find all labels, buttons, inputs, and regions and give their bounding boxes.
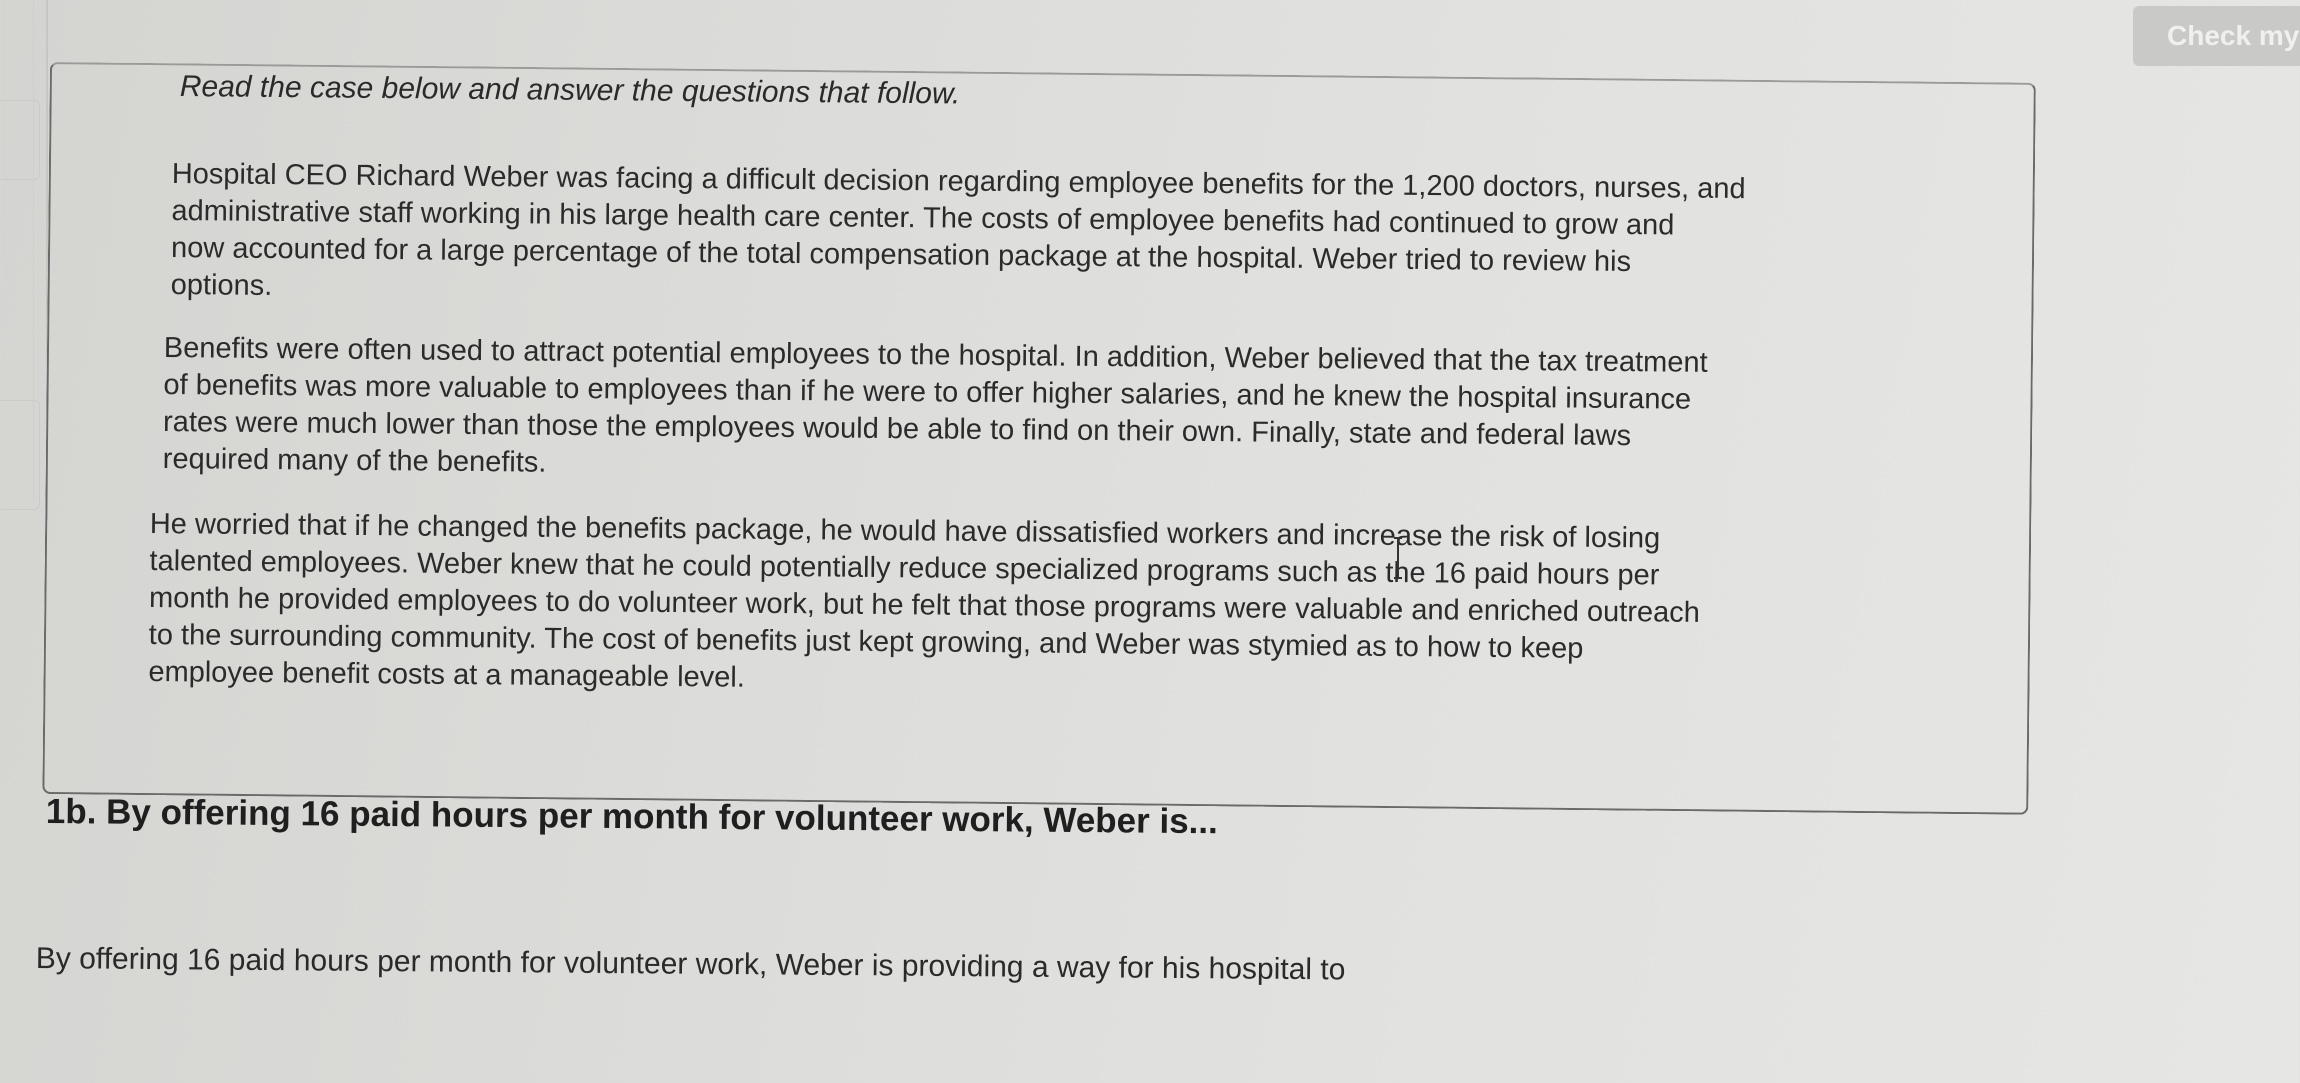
paragraph-line: month he provided employees to do volunteer work, but he felt that those programs were valuable and enriched outreach — [148, 581, 1701, 629]
case-paragraph-2 — [163, 330, 1984, 495]
question-heading: 1b. By offering 16 paid hours per month for volunteer work, Weber is... — [45, 792, 1219, 842]
paragraph-line: required many of the benefits. — [162, 442, 547, 479]
text-cursor-icon — [1392, 536, 1404, 580]
paragraph-line: now accounted for a large percentage of the total compensation package at the hospital. Weber tried to review his — [170, 231, 1632, 279]
paragraph-line: rates were much lower than those the employees would be able to find on their own. Finally, state and federal laws — [162, 405, 1632, 453]
case-paragraph-3 — [148, 506, 1970, 708]
paragraph-line: employee benefit costs at a manageable level. — [148, 655, 746, 694]
paragraph-line: of benefits was more valuable to employees than if he were to offer higher salaries, and he knew the hospital insurance — [163, 368, 1692, 416]
paragraph-line: options. — [170, 268, 273, 302]
paragraph-line: talented employees. Weber knew that he could potentially reduce specialized programs such as the 16 paid hours per — [149, 544, 1660, 592]
check-my-work-button[interactable]: Check my — [2133, 6, 2300, 66]
paragraph-line: Benefits were often used to attract potential employees to the hospital. In addition, Weber believed that the tax treatment — [163, 331, 1708, 379]
answer-text[interactable]: By offering 16 paid hours per month for volunteer work, Weber is providing a way for his hospital to — [35, 942, 1346, 987]
paragraph-line: Hospital CEO Richard Weber was facing a difficult decision regarding employee benefits for the 1,200 doctors, nurses, and — [171, 157, 1746, 206]
case-paragraph-1 — [171, 156, 1992, 321]
paragraph-line: to the surrounding community. The cost of benefits just kept growing, and Weber was stymied as to how to keep — [148, 618, 1584, 665]
case-instructions: Read the case below and answer the questions that follow. — [179, 70, 961, 111]
paragraph-line: He worried that if he changed the benefits package, he would have dissatisfied workers and increase the risk of losing — [149, 507, 1661, 555]
paragraph-line: administrative staff working in his large health care center. The costs of employee benefits had continued to grow and — [171, 194, 1675, 242]
